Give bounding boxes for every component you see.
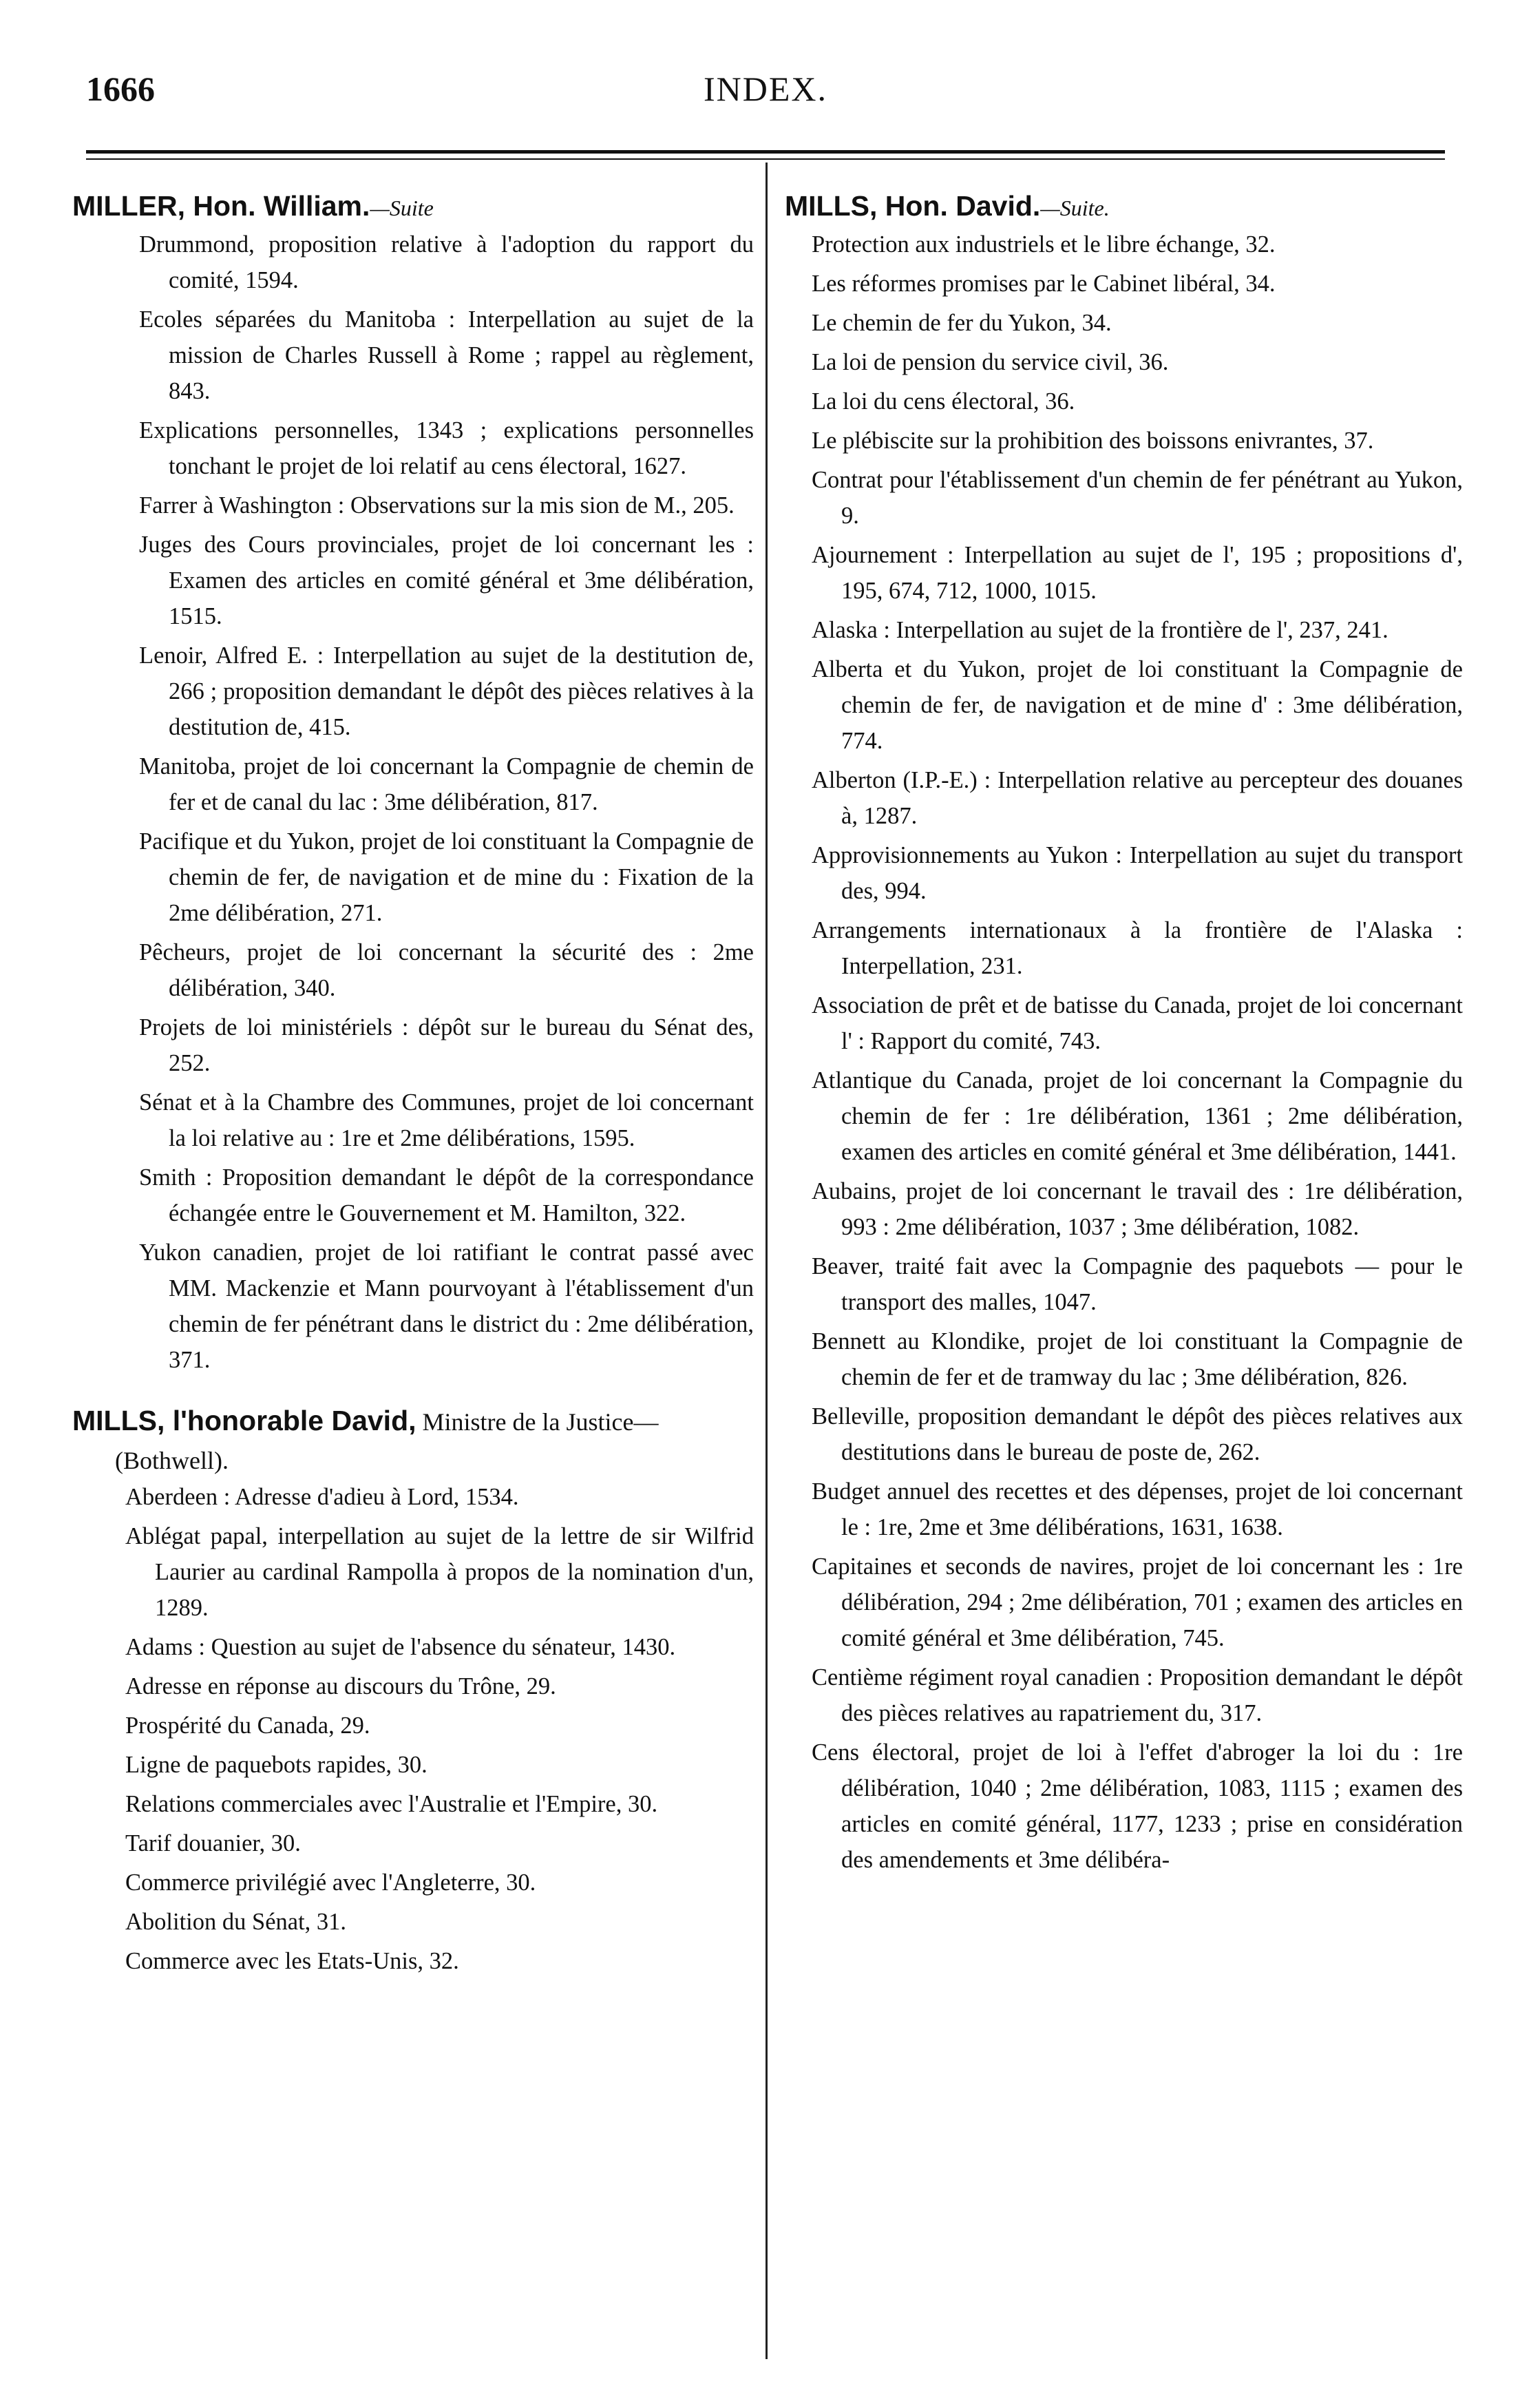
index-heading-mills-suite: MILLS, Hon. David.—Suite. bbox=[785, 190, 1110, 222]
index-entry: Manitoba, projet de loi concernant la Compagnie de chemin de fer et de canal du lac : 3me délibération, 817. bbox=[139, 753, 754, 815]
index-entry: Pêcheurs, projet de loi concernant la sécurité des : 2me délibération, 340. bbox=[139, 939, 754, 1001]
index-entry: Adresse en réponse au discours du Trône, 29. bbox=[125, 1673, 556, 1699]
index-entry: Le chemin de fer du Yukon, 34. bbox=[812, 310, 1112, 336]
index-entry: Drummond, proposition relative à l'adoption du rapport du comité, 1594. bbox=[139, 231, 754, 293]
index-entry: Les réformes promises par le Cabinet libéral, 34. bbox=[812, 271, 1276, 297]
index-entry: Juges des Cours provinciales, projet de loi concernant les : Examen des articles en comité général et 3me délibération, 1515. bbox=[139, 532, 754, 629]
index-entry: Relations commerciales avec l'Australie et l'Empire, 30. bbox=[125, 1791, 658, 1817]
entry-list-miller bbox=[72, 227, 754, 1378]
index-entry: Pacifique et du Yukon, projet de loi constituant la Compagnie de chemin de fer, de navigation et de mine du : Fixation de la 2me délibération, 271. bbox=[139, 828, 754, 926]
index-entry: Atlantique du Canada, projet de loi concernant la Compagnie du chemin de fer : 1re délibération, 1361 ; 2me délibération, examen des articles en comité général et 3me délibération, 1441. bbox=[812, 1067, 1463, 1165]
index-entry: Protection aux industriels et le libre échange, 32. bbox=[812, 231, 1276, 258]
header-rule-thin bbox=[86, 158, 1445, 160]
index-entry: Arrangements internationaux à la frontière de l'Alaska : Interpellation, 231. bbox=[812, 917, 1463, 979]
index-entry: Budget annuel des recettes et des dépenses, projet de loi concernant le : 1re, 2me et 3me délibérations, 1631, 1638. bbox=[812, 1478, 1463, 1540]
index-entry: La loi du cens électoral, 36. bbox=[812, 388, 1075, 415]
index-entry: Aberdeen : Adresse d'adieu à Lord, 1534. bbox=[125, 1484, 519, 1510]
index-entry: Ecoles séparées du Manitoba : Interpellation au sujet de la mission de Charles Russell à Rome ; rappel au règlement, 843. bbox=[139, 306, 754, 404]
page-number: 1666 bbox=[86, 70, 155, 108]
index-entry: Abolition du Sénat, 31. bbox=[125, 1909, 347, 1935]
index-entry: Ablégat papal, interpellation au sujet de la lettre de sir Wilfrid Laurier au cardinal Rampolla à propos de la nomination d'un, 1289. bbox=[125, 1523, 754, 1621]
column-divider bbox=[766, 163, 768, 2359]
index-entry: Centième régiment royal canadien : Proposition demandant le dépôt des pièces relatives au rapatriement du, 317. bbox=[812, 1664, 1463, 1726]
entry-list-mills-suite bbox=[785, 227, 1463, 1878]
index-entry: Belleville, proposition demandant le dépôt des pièces relatives aux destitutions dans le bureau de poste de, 262. bbox=[812, 1403, 1463, 1465]
header-rule bbox=[86, 150, 1445, 154]
index-entry: Ligne de paquebots rapides, 30. bbox=[125, 1752, 427, 1778]
index-entry: Sénat et à la Chambre des Communes, projet de loi concernant la loi relative au : 1re et 2me délibérations, 1595. bbox=[139, 1089, 754, 1151]
index-heading-mills: MILLS, l'honorable David, Ministre de la Justice—(Bothwell). bbox=[72, 1405, 659, 1474]
index-entry: Ajournement : Interpellation au sujet de l', 195 ; propositions d', 195, 674, 712, 1000, 1015. bbox=[812, 542, 1463, 604]
index-entry: Commerce avec les Etats-Unis, 32. bbox=[125, 1948, 459, 1974]
index-entry: Prospérité du Canada, 29. bbox=[125, 1713, 370, 1739]
index-entry: Explications personnelles, 1343 ; explications personnelles tonchant le projet de loi relatif au cens électoral, 1627. bbox=[139, 417, 754, 479]
index-entry: Tarif douanier, 30. bbox=[125, 1830, 301, 1856]
index-entry: Contrat pour l'établissement d'un chemin de fer pénétrant au Yukon, 9. bbox=[812, 467, 1463, 529]
index-entry: Bennett au Klondike, projet de loi constituant la Compagnie de chemin de fer et de tramway du lac ; 3me délibération, 826. bbox=[812, 1328, 1463, 1390]
index-heading-miller: MILLER, Hon. William.—Suite bbox=[72, 190, 434, 222]
index-entry: Le plébiscite sur la prohibition des boissons enivrantes, 37. bbox=[812, 428, 1374, 454]
index-entry: Alaska : Interpellation au sujet de la frontière de l', 237, 241. bbox=[812, 617, 1389, 643]
left-column bbox=[72, 187, 754, 1982]
page-header bbox=[86, 69, 1445, 131]
index-entry: Alberta et du Yukon, projet de loi constituant la Compagnie de chemin de fer, de navigation et de mine d' : 3me délibération, 774. bbox=[812, 656, 1463, 754]
index-entry: Yukon canadien, projet de loi ratifiant le contrat passé avec MM. Mackenzie et Mann pourvoyant à l'établissement d'un chemin de fer pénétrant dans le district du : 2me délibération, 371. bbox=[139, 1239, 754, 1373]
right-column bbox=[785, 187, 1463, 1881]
index-entry: Aubains, projet de loi concernant le travail des : 1re délibération, 993 : 2me délibération, 1037 ; 3me délibération, 1082. bbox=[812, 1178, 1463, 1240]
index-entry: Projets de loi ministériels : dépôt sur le bureau du Sénat des, 252. bbox=[139, 1014, 754, 1076]
index-entry: Association de prêt et de batisse du Canada, projet de loi concernant l' : Rapport du comité, 743. bbox=[812, 992, 1463, 1054]
index-entry: Smith : Proposition demandant le dépôt de la correspondance échangée entre le Gouvernement et M. Hamilton, 322. bbox=[139, 1164, 754, 1226]
index-entry: Capitaines et seconds de navires, projet de loi concernant les : 1re délibération, 294 ; 2me délibération, 701 ; examen des articles en comité général et 3me délibération, 745. bbox=[812, 1553, 1463, 1651]
index-entry: Approvisionnements au Yukon : Interpellation au sujet du transport des, 994. bbox=[812, 842, 1463, 904]
running-title: INDEX. bbox=[703, 70, 828, 108]
index-entry: Lenoir, Alfred E. : Interpellation au sujet de la destitution de, 266 ; proposition demandant le dépôt des pièces relatives à la destitution de, 415. bbox=[139, 642, 754, 740]
index-entry: Adams : Question au sujet de l'absence du sénateur, 1430. bbox=[125, 1634, 676, 1660]
index-entry: Cens électoral, projet de loi à l'effet d'abroger la loi du : 1re délibération, 1040 ; 2me délibération, 1083, 1115 ; examen des articles en comité général, 1177, 1233 ; prise en considération des amendements et 3me délibéra- bbox=[812, 1739, 1463, 1873]
index-entry: La loi de pension du service civil, 36. bbox=[812, 349, 1169, 375]
index-entry: Commerce privilégié avec l'Angleterre, 30. bbox=[125, 1870, 536, 1896]
index-entry: Beaver, traité fait avec la Compagnie des paquebots — pour le transport des malles, 1047. bbox=[812, 1253, 1463, 1315]
index-entry: Farrer à Washington : Observations sur la mis sion de M., 205. bbox=[139, 492, 735, 519]
entry-list-mills bbox=[72, 1479, 754, 1979]
index-entry: Alberton (I.P.-E.) : Interpellation relative au percepteur des douanes à, 1287. bbox=[812, 767, 1463, 829]
